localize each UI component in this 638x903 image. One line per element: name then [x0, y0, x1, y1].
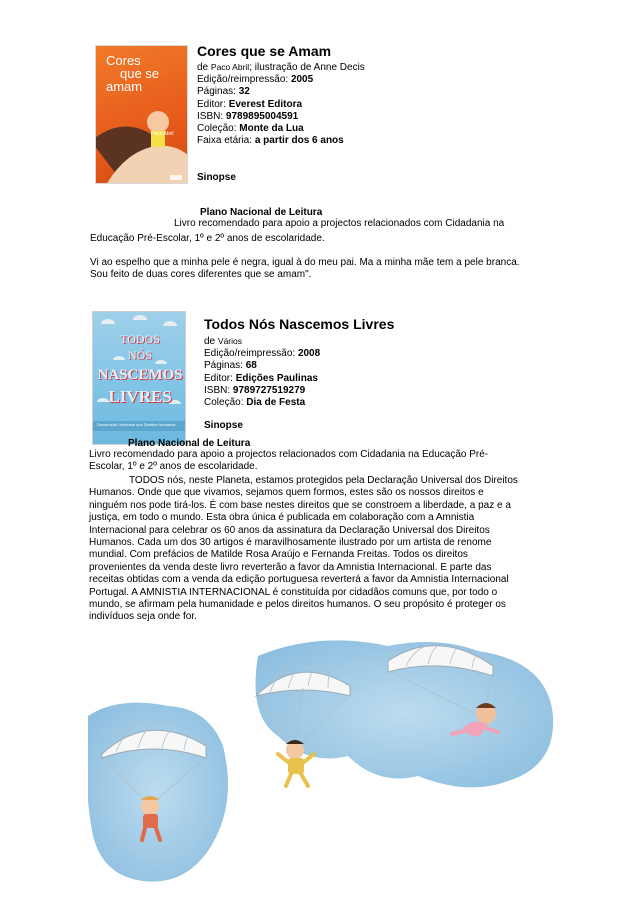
- paragraph-line: provenientes da venda deste livro reverterão a favor da Amnistia Internacional. E parte das: [89, 561, 492, 573]
- cover-title-line: Cores: [106, 53, 141, 68]
- author-name: Vários: [217, 336, 242, 346]
- cover-title-line: que se: [120, 66, 160, 81]
- book-cover-todos-nos-nascemos-livres: [92, 311, 186, 445]
- paragraph-line: indivíduos seja onde for.: [89, 611, 197, 623]
- pnl-heading: Plano Nacional de Leitura: [128, 438, 251, 449]
- quote-line: Sou feito de duas cores diferentes que se amam".: [90, 269, 312, 280]
- pages-line: Páginas: 32: [197, 86, 250, 98]
- author-line: de Vários: [204, 336, 242, 347]
- paragraph-line: justiça, em todo o mundo. Esta obra única é publicada em colaboração com a Amnistia: [89, 512, 475, 524]
- synopsis-heading: Sinopse: [204, 420, 243, 431]
- quote-line: Vi ao espelho que a minha pele é negra, igual à do meu pai. Ma a minha mãe tem a pele branca.: [90, 257, 520, 268]
- book-title: Cores que se Amam: [197, 43, 332, 59]
- cover-band-text: Declaração Universal dos Direitos Humanos: [97, 422, 176, 427]
- pages-line: Páginas: 68: [204, 360, 257, 372]
- cover-title-line: LIVRES: [108, 387, 172, 406]
- pnl-text-line: Livro recomendado para apoio a projectos relacionados com Cidadania na Educação Pré-: [89, 449, 489, 460]
- paragraph-line: ninguém nos pode tirá-los. É com base nestes direitos que se constroem a liberdade, a paz e a: [89, 499, 511, 511]
- paragraph-line: Humanos. Cada um dos 30 artigos é maravilhosamente ilustrado por um artista de renome: [89, 537, 492, 549]
- book-title: Todos Nós Nascemos Livres: [204, 316, 395, 332]
- author-line: de Paco Abril; ilustração de Anne Decis: [197, 62, 365, 73]
- paragraph-line: Internacional para celebrar os 60 anos da assinatura da Declaração Universal dos Direitos: [89, 524, 490, 536]
- paragraph-line: mundo, se afirmam pela humanidade e pelos direitos humanos. O seu propósito é proteger os: [89, 599, 506, 611]
- cover-title-line: amam: [106, 79, 143, 94]
- pnl-text-line: Livro recomendado para apoio a projectos relacionados com Cidadania na: [174, 218, 505, 229]
- author-name: Paco Abril: [210, 62, 250, 72]
- edition-line: Edição/reimpressão: 2008: [204, 348, 321, 360]
- age-line: Faixa etária: a partir dos 6 anos: [197, 135, 344, 147]
- book-cover-cores-que-se-amam: [95, 45, 188, 184]
- cover-title-line: NÓS: [127, 348, 152, 362]
- pnl-text-line: Escolar, 1º e 2º anos de escolaridade.: [89, 461, 258, 473]
- publisher-line: Editor: Everest Editora: [197, 98, 303, 110]
- isbn-line: ISBN: 9789895004591: [197, 110, 299, 122]
- cover-title-line: TODOS: [120, 332, 160, 346]
- paragraph-line: receitas obtidas com a venda da edição portuguesa reverterá a favor da Amnistia Internacional: [89, 574, 509, 586]
- synopsis-heading: Sinopse: [197, 172, 236, 183]
- pnl-text: [89, 449, 548, 474]
- collection-line: Coleção: Monte da Lua: [197, 123, 304, 135]
- book-details: [204, 335, 504, 409]
- paragraph-line: TODOS nós, neste Planeta, estamos protegidos pela Declaração Universal dos Direitos: [129, 475, 518, 486]
- edition-line: Edição/reimpressão: 2005: [197, 74, 314, 86]
- paragraph-line: Portugal. A AMNISTIA INTERNACIONAL é constituída por cidadãos comuns que, por todo o: [89, 586, 498, 598]
- book-details: [197, 61, 517, 147]
- cover-title-line: NASCEMOS: [97, 367, 183, 383]
- pnl-text-line: Educação Pré-Escolar, 1º e 2º anos de escolaridade.: [90, 233, 325, 244]
- collection-line: Coleção: Dia de Festa: [204, 397, 306, 409]
- paragraph-line: mundial. Com prefácios de Matilde Rosa Araújo e Fernanda Freitas. Todos os direitos: [89, 549, 468, 561]
- paragraph-line: Humanos. Onde que que vivamos, sejamos quem formos, estes são os nossos direitos e: [89, 487, 484, 499]
- cover-author: Paco Abril: [151, 131, 174, 137]
- publisher-line: Editor: Edições Paulinas: [204, 372, 318, 384]
- pnl-heading: Plano Nacional de Leitura: [200, 207, 323, 218]
- cover-hands-illustration: [96, 46, 188, 184]
- synopsis-paragraph: [89, 475, 548, 624]
- isbn-line: ISBN: 9789727519279: [204, 384, 306, 396]
- parachute-children-illustration: [88, 636, 558, 896]
